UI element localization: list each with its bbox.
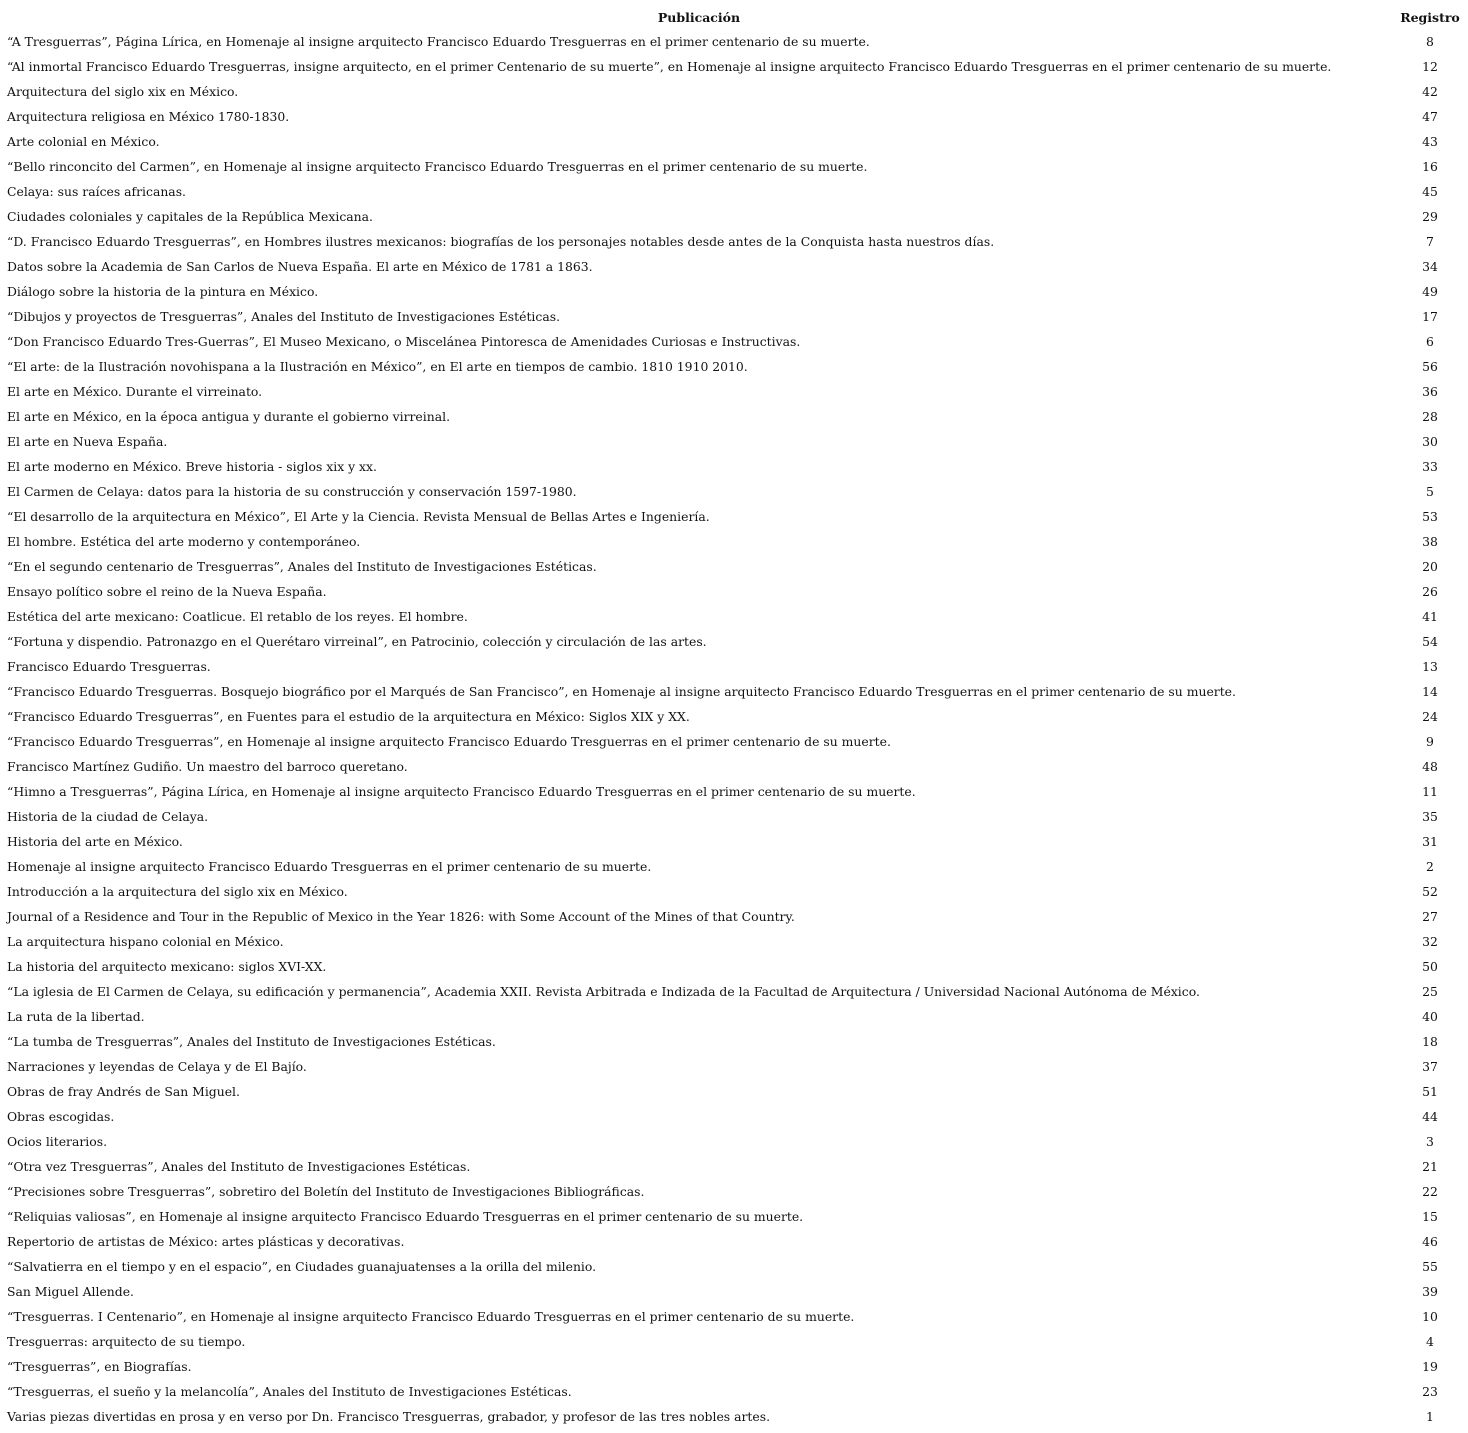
publication-cell: “Don Francisco Eduardo Tres-Guerras”, El Museo Mexicano, o Miscelánea Pintoresca de Amenidades Curiosas e Instructivas. <box>7 334 801 349</box>
table-row <box>3 1404 1465 1429</box>
publication-cell: Arte colonial en México. <box>7 134 160 149</box>
registro-cell: 39 <box>1422 1284 1438 1299</box>
table-row <box>3 729 1465 754</box>
registro-cell: 2 <box>1426 859 1434 874</box>
publication-cell: La historia del arquitecto mexicano: siglos XVI-XX. <box>7 959 327 974</box>
table-row <box>3 779 1465 804</box>
registro-cell: 55 <box>1422 1259 1438 1274</box>
registro-cell: 36 <box>1422 384 1438 399</box>
registro-cell: 27 <box>1422 909 1438 924</box>
table-row <box>3 804 1465 829</box>
table-row <box>3 1104 1465 1129</box>
publication-cell: Obras de fray Andrés de San Miguel. <box>7 1084 240 1099</box>
registro-cell: 12 <box>1422 59 1438 74</box>
publication-cell: Obras escogidas. <box>7 1109 115 1124</box>
registro-cell: 3 <box>1426 1134 1434 1149</box>
table-row <box>3 304 1465 329</box>
publication-cell: El arte en Nueva España. <box>7 434 168 449</box>
table-row <box>3 1204 1465 1229</box>
registro-cell: 6 <box>1426 334 1434 349</box>
table-row <box>3 1154 1465 1179</box>
table-row <box>3 954 1465 979</box>
registro-cell: 34 <box>1422 259 1438 274</box>
publication-cell: Ensayo político sobre el reino de la Nueva España. <box>7 584 327 599</box>
table-row <box>3 979 1465 1004</box>
publication-cell: San Miguel Allende. <box>7 1284 134 1299</box>
publication-cell: Historia del arte en México. <box>7 834 183 849</box>
publication-cell: “En el segundo centenario de Tresguerras”, Anales del Instituto de Investigaciones Estéticas. <box>7 559 597 574</box>
table-row <box>3 354 1465 379</box>
publication-cell: Repertorio de artistas de México: artes plásticas y decorativas. <box>7 1234 405 1249</box>
publication-cell: “A Tresguerras”, Página Lírica, en Homenaje al insigne arquitecto Francisco Eduardo Tresguerras en el primer centenario de su muerte. <box>7 34 870 49</box>
table-row <box>3 904 1465 929</box>
table-row <box>3 604 1465 629</box>
publication-cell: “Tresguerras. I Centenario”, en Homenaje al insigne arquitecto Francisco Eduardo Tresguerras en el primer centenario de su muerte. <box>7 1309 855 1324</box>
registro-cell: 25 <box>1422 984 1438 999</box>
table-row <box>3 554 1465 579</box>
table-row <box>3 1254 1465 1279</box>
table-row <box>3 479 1465 504</box>
publication-cell: Celaya: sus raíces africanas. <box>7 184 186 199</box>
publication-cell: “Fortuna y dispendio. Patronazgo en el Querétaro virreinal”, en Patrocinio, colección y circulación de las artes. <box>7 634 707 649</box>
registro-cell: 20 <box>1422 559 1438 574</box>
publication-cell: “La iglesia de El Carmen de Celaya, su edificación y permanencia”, Academia XXII. Revista Arbitrada e Indizada de la Facultad de Arquitectura / Universidad Nacional Autónoma de México. <box>7 984 1200 999</box>
table-body <box>3 29 1465 1429</box>
registro-cell: 14 <box>1422 684 1438 699</box>
registro-cell: 17 <box>1422 309 1438 324</box>
registro-cell: 7 <box>1426 234 1434 249</box>
publication-cell: “Precisiones sobre Tresguerras”, sobretiro del Boletín del Instituto de Investigaciones Bibliográficas. <box>7 1184 645 1199</box>
table-row <box>3 929 1465 954</box>
publication-cell: Homenaje al insigne arquitecto Francisco Eduardo Tresguerras en el primer centenario de su muerte. <box>7 859 652 874</box>
table-row <box>3 1079 1465 1104</box>
publications-table <box>3 5 1465 1429</box>
table-row <box>3 1004 1465 1029</box>
registro-cell: 50 <box>1422 959 1438 974</box>
registro-cell: 31 <box>1422 834 1438 849</box>
publication-cell: El Carmen de Celaya: datos para la historia de su construcción y conservación 1597-1980. <box>7 484 577 499</box>
table-row <box>3 1029 1465 1054</box>
registro-cell: 44 <box>1422 1109 1438 1124</box>
table-row <box>3 404 1465 429</box>
publication-cell: “Otra vez Tresguerras”, Anales del Instituto de Investigaciones Estéticas. <box>7 1159 471 1174</box>
publication-cell: “Francisco Eduardo Tresguerras. Bosquejo biográfico por el Marqués de San Francisco”, en Homenaje al insigne arquitecto Francisco Eduardo Tresguerras en el primer centenario de su muerte. <box>7 684 1236 699</box>
registro-cell: 11 <box>1422 784 1438 799</box>
registro-cell: 32 <box>1422 934 1438 949</box>
registro-cell: 37 <box>1422 1059 1438 1074</box>
registro-cell: 8 <box>1426 34 1434 49</box>
registro-cell: 40 <box>1422 1009 1438 1024</box>
publication-cell: Arquitectura religiosa en México 1780-1830. <box>7 109 290 124</box>
registro-cell: 47 <box>1422 109 1438 124</box>
publication-cell: Estética del arte mexicano: Coatlicue. El retablo de los reyes. El hombre. <box>7 609 468 624</box>
registro-cell: 51 <box>1422 1084 1438 1099</box>
publication-cell: Arquitectura del siglo xix en México. <box>7 84 239 99</box>
publication-cell: El arte en México, en la época antigua y durante el gobierno virreinal. <box>7 409 451 424</box>
table-row <box>3 1354 1465 1379</box>
table-row <box>3 254 1465 279</box>
registro-cell: 5 <box>1426 484 1434 499</box>
registro-cell: 41 <box>1422 609 1438 624</box>
registro-cell: 1 <box>1426 1409 1434 1424</box>
table-row <box>3 429 1465 454</box>
table-row <box>3 54 1465 79</box>
registro-cell: 16 <box>1422 159 1438 174</box>
registro-cell: 49 <box>1422 284 1438 299</box>
registro-cell: 18 <box>1422 1034 1438 1049</box>
publication-cell: La arquitectura hispano colonial en México. <box>7 934 284 949</box>
publication-cell: “La tumba de Tresguerras”, Anales del Instituto de Investigaciones Estéticas. <box>7 1034 496 1049</box>
table-row <box>3 654 1465 679</box>
publication-cell: “Salvatierra en el tiempo y en el espacio”, en Ciudades guanajuatenses a la orilla del milenio. <box>7 1259 597 1274</box>
registro-cell: 9 <box>1426 734 1434 749</box>
table-row <box>3 1179 1465 1204</box>
publication-cell: “El arte: de la Ilustración novohispana a la Ilustración en México”, en El arte en tiempos de cambio. 1810 1910 2010. <box>7 359 748 374</box>
registro-cell: 26 <box>1422 584 1438 599</box>
registro-cell: 54 <box>1422 634 1438 649</box>
publication-cell: Varias piezas divertidas en prosa y en verso por Dn. Francisco Tresguerras, grabador, y profesor de las tres nobles artes. <box>7 1409 771 1424</box>
registro-cell: 10 <box>1422 1309 1438 1324</box>
table-row <box>3 154 1465 179</box>
publication-cell: Ciudades coloniales y capitales de la República Mexicana. <box>7 209 373 224</box>
publication-cell: El arte moderno en México. Breve historia - siglos xix y xx. <box>7 459 377 474</box>
publication-cell: El hombre. Estética del arte moderno y contemporáneo. <box>7 534 361 549</box>
registro-cell: 52 <box>1422 884 1438 899</box>
registro-cell: 53 <box>1422 509 1438 524</box>
table-row <box>3 829 1465 854</box>
table-row <box>3 1329 1465 1354</box>
table-row <box>3 879 1465 904</box>
publication-cell: “Reliquias valiosas”, en Homenaje al insigne arquitecto Francisco Eduardo Tresguerras en el primer centenario de su muerte. <box>7 1209 804 1224</box>
registro-cell: 4 <box>1426 1334 1434 1349</box>
table-row <box>3 204 1465 229</box>
table-row <box>3 179 1465 204</box>
publication-cell: El arte en México. Durante el virreinato. <box>7 384 263 399</box>
column-header-publicacion: Publicación <box>657 9 741 25</box>
registro-cell: 42 <box>1422 84 1438 99</box>
publication-cell: Narraciones y leyendas de Celaya y de El Bajío. <box>7 1059 307 1074</box>
registro-cell: 22 <box>1422 1184 1438 1199</box>
registro-cell: 24 <box>1422 709 1438 724</box>
registro-cell: 13 <box>1422 659 1438 674</box>
registro-cell: 30 <box>1422 434 1438 449</box>
publication-cell: Francisco Eduardo Tresguerras. <box>7 659 211 674</box>
publication-cell: “Dibujos y proyectos de Tresguerras”, Anales del Instituto de Investigaciones Estéticas. <box>7 309 561 324</box>
registro-cell: 19 <box>1422 1359 1438 1374</box>
table-row <box>3 704 1465 729</box>
publication-cell: Historia de la ciudad de Celaya. <box>7 809 209 824</box>
publication-cell: Francisco Martínez Gudiño. Un maestro del barroco queretano. <box>7 759 408 774</box>
table-row <box>3 229 1465 254</box>
table-row <box>3 279 1465 304</box>
table-row <box>3 529 1465 554</box>
table-row <box>3 104 1465 129</box>
table-row <box>3 1379 1465 1404</box>
publication-cell: Tresguerras: arquitecto de su tiempo. <box>7 1334 246 1349</box>
publication-cell: “Al inmortal Francisco Eduardo Tresguerras, insigne arquitecto, en el primer Centenario de su muerte”, en Homenaje al insigne arquitecto Francisco Eduardo Tresguerras en el primer centenario de su muerte. <box>7 59 1332 74</box>
table-row <box>3 1129 1465 1154</box>
table-row <box>3 579 1465 604</box>
table-row <box>3 454 1465 479</box>
publication-cell: Journal of a Residence and Tour in the Republic of Mexico in the Year 1826: with Some Account of the Mines of that Country. <box>7 909 795 924</box>
table-row <box>3 679 1465 704</box>
table-row <box>3 329 1465 354</box>
registro-cell: 45 <box>1422 184 1438 199</box>
table-row <box>3 79 1465 104</box>
table-row <box>3 754 1465 779</box>
table-row <box>3 1229 1465 1254</box>
registro-cell: 23 <box>1422 1384 1438 1399</box>
table-row <box>3 1279 1465 1304</box>
registro-cell: 46 <box>1422 1234 1438 1249</box>
publication-cell: Diálogo sobre la historia de la pintura en México. <box>7 284 319 299</box>
table-row <box>3 1304 1465 1329</box>
table-row <box>3 504 1465 529</box>
publication-cell: “Tresguerras”, en Biografías. <box>7 1359 192 1374</box>
registro-cell: 28 <box>1422 409 1438 424</box>
publication-cell: “D. Francisco Eduardo Tresguerras”, en Hombres ilustres mexicanos: biografías de los personajes notables desde antes de la Conquista hasta nuestros días. <box>7 234 995 249</box>
publication-cell: “El desarrollo de la arquitectura en México”, El Arte y la Ciencia. Revista Mensual de Bellas Artes e Ingeniería. <box>7 509 710 524</box>
publication-cell: “Bello rinconcito del Carmen”, en Homenaje al insigne arquitecto Francisco Eduardo Tresguerras en el primer centenario de su muerte. <box>7 159 868 174</box>
publication-cell: “Francisco Eduardo Tresguerras”, en Homenaje al insigne arquitecto Francisco Eduardo Tresguerras en el primer centenario de su muerte. <box>7 734 891 749</box>
table-row <box>3 629 1465 654</box>
table-row <box>3 854 1465 879</box>
column-header-registro: Registro <box>1400 9 1460 25</box>
publication-cell: “Tresguerras, el sueño y la melancolía”, Anales del Instituto de Investigaciones Estéticas. <box>7 1384 572 1399</box>
registro-cell: 56 <box>1422 359 1438 374</box>
table-row <box>3 379 1465 404</box>
publication-cell: “Francisco Eduardo Tresguerras”, en Fuentes para el estudio de la arquitectura en México: Siglos XIX y XX. <box>7 709 690 724</box>
registro-cell: 48 <box>1422 759 1438 774</box>
publication-cell: Ocios literarios. <box>7 1134 108 1149</box>
registro-cell: 21 <box>1422 1159 1438 1174</box>
publication-cell: “Himno a Tresguerras”, Página Lírica, en Homenaje al insigne arquitecto Francisco Eduardo Tresguerras en el primer centenario de su muerte. <box>7 784 916 799</box>
header-row <box>3 5 1465 29</box>
publication-cell: La ruta de la libertad. <box>7 1009 145 1024</box>
table-row <box>3 1054 1465 1079</box>
registro-cell: 15 <box>1422 1209 1438 1224</box>
registro-cell: 35 <box>1422 809 1438 824</box>
table-row <box>3 129 1465 154</box>
publication-cell: Introducción a la arquitectura del siglo xix en México. <box>7 884 348 899</box>
registro-cell: 29 <box>1422 209 1438 224</box>
table-row <box>3 29 1465 54</box>
publication-cell: Datos sobre la Academia de San Carlos de Nueva España. El arte en México de 1781 a 1863. <box>7 259 593 274</box>
registro-cell: 33 <box>1422 459 1438 474</box>
registro-cell: 38 <box>1422 534 1438 549</box>
registro-cell: 43 <box>1422 134 1438 149</box>
